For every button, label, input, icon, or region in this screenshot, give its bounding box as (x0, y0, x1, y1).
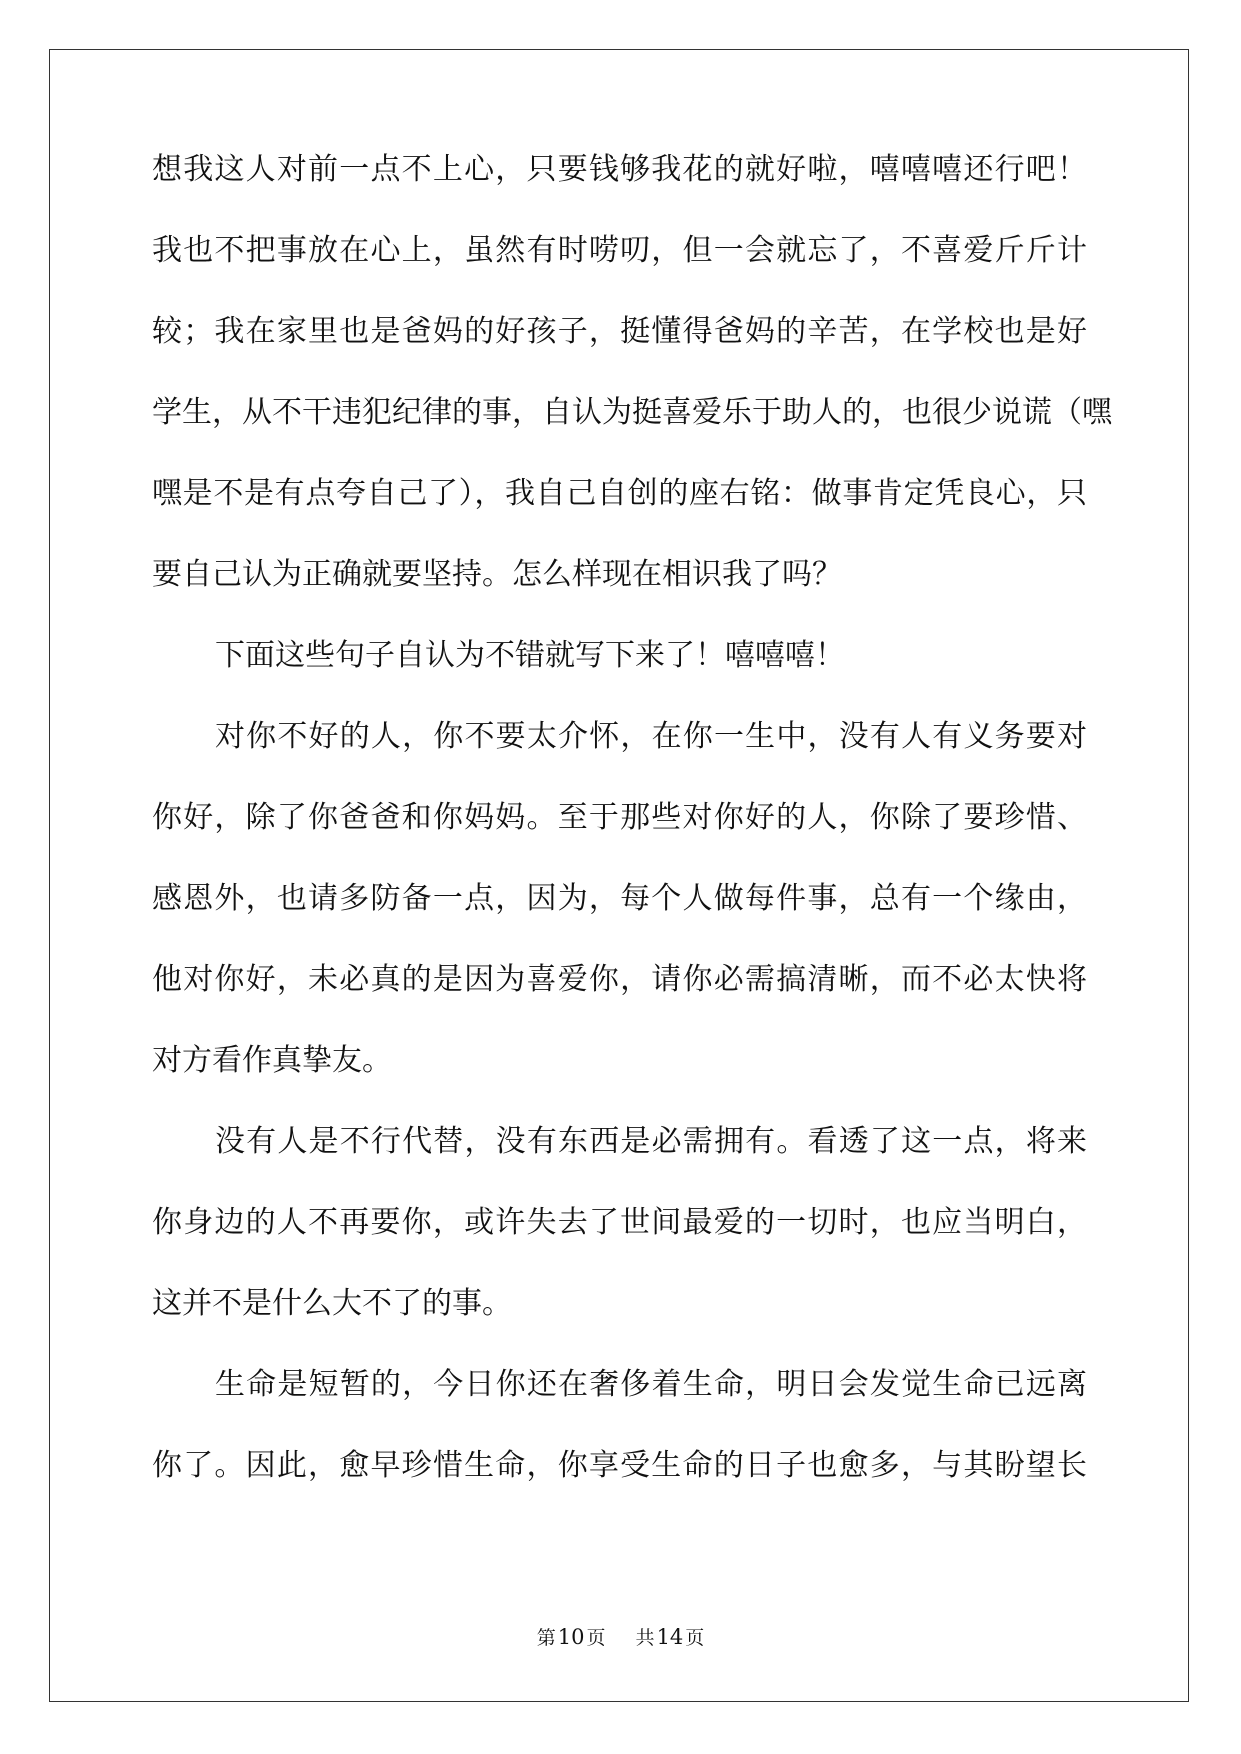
total-suffix: 页 (685, 1627, 705, 1649)
text-line: 嘿是不是有点夸自己了），我自己自创的座右铭：做事肯定凭良心，只 (152, 476, 1087, 511)
page-suffix: 页 (586, 1627, 606, 1649)
text-line: 你了。因此，愈早珍惜生命，你享受生命的日子也愈多，与其盼望长 (152, 1448, 1087, 1483)
text-line: 要自己认为正确就要坚持。怎么样现在相识我了吗？ (152, 557, 842, 592)
text-line: 较；我在家里也是爸妈的好孩子，挺懂得爸妈的辛苦，在学校也是好 (152, 314, 1087, 349)
text-line: 他对你好，未必真的是因为喜爱你，请你必需搞清晰，而不必太快将 (152, 962, 1087, 997)
text-line: 生命是短暂的，今日你还在奢侈着生命，明日会发觉生命已远离 (215, 1367, 1087, 1402)
page-footer (0, 1623, 1241, 1650)
text-line: 对你不好的人，你不要太介怀，在你一生中，没有人有义务要对 (215, 719, 1087, 754)
text-line: 下面这些句子自认为不错就写下来了！嘻嘻嘻！ (215, 638, 845, 673)
page-total (636, 1623, 705, 1650)
text-line: 你好，除了你爸爸和你妈妈。至于那些对你好的人，你除了要珍惜、 (152, 800, 1087, 835)
text-line: 你身边的人不再要你，或许失去了世间最爱的一切时，也应当明白， (152, 1205, 1087, 1240)
text-line: 对方看作真挚友。 (152, 1043, 392, 1078)
text-line: 想我这人对前一点不上心，只要钱够我花的就好啦，嘻嘻嘻还行吧！ (152, 152, 1087, 187)
current-page: 10 (557, 1625, 585, 1649)
text-line: 没有人是不行代替，没有东西是必需拥有。看透了这一点，将来 (215, 1124, 1087, 1159)
page-number (537, 1623, 606, 1650)
total-pages: 14 (656, 1625, 684, 1649)
document-body (152, 150, 1112, 1527)
page-prefix: 第 (536, 1627, 556, 1649)
text-line: 学生，从不干违犯纪律的事，自认为挺喜爱乐于助人的，也很少说谎（嘿 (152, 395, 1112, 430)
text-line: 我也不把事放在心上，虽然有时唠叨，但一会就忘了，不喜爱斤斤计 (152, 233, 1087, 268)
text-line: 感恩外，也请多防备一点，因为，每个人做每件事，总有一个缘由， (152, 881, 1087, 916)
text-line: 这并不是什么大不了的事。 (152, 1286, 512, 1321)
total-prefix: 共 (635, 1627, 655, 1649)
